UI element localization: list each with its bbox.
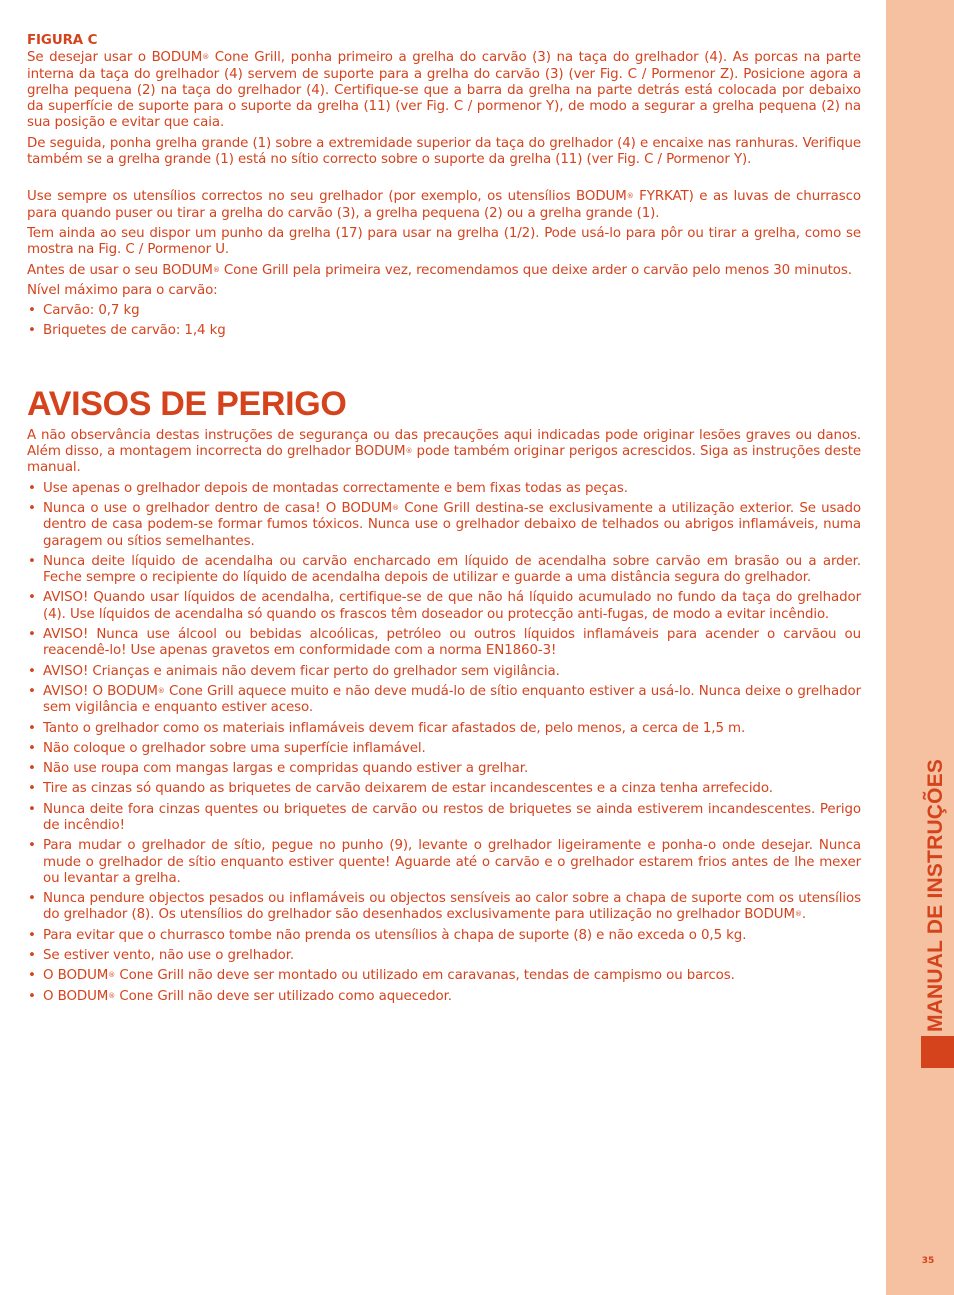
list-item: • Tire as cinzas só quando as briquetes de carvão deixarem de estar incandescentes e a cinza tenha arrefecido. [27,781,861,797]
figure-heading: FIGURA C [27,33,98,48]
list-item: • Briquetes de carvão: 1,4 kg [27,323,861,339]
list-item: • AVISO! Quando usar líquidos de acendalha, certifique-se de que não há líquido acumulado no fundo da taça do grelhador (4). Use líquidos de acendalha só quando os frascos têm doseador ou protecção anti-fugas, de modo a evitar incêndio. [27,590,861,623]
list-item: • Para evitar que o churrasco tombe não prenda os utensílios à chapa de suporte (8) e não exceda o 0,5 kg. [27,928,861,944]
side-tab-marker [921,1036,954,1068]
list-item: • Se estiver vento, não use o grelhador. [27,948,861,964]
registered-mark: ® [108,971,116,980]
registered-mark: ® [157,686,165,695]
registered-mark: ® [212,265,220,274]
list-item: • Nunca pendure objectos pesados ou inflamáveis ou objectos sensíveis ao calor sobre a chapa de suporte com os utensílios do grelhador (8). Os utensílios do grelhador são desenhados exclusivamente para utilização no grelhador BODUM®. [27,891,861,924]
paragraph: Tem ainda ao seu dispor um punho da grelha (17) para usar na grelha (1/2). Pode usá-lo para pôr ou tirar a grelha, como se mostra na Fig. C / Pormenor U. [27,225,861,258]
list-item: • O BODUM® Cone Grill não deve ser montado ou utilizado em caravanas, tendas de campismo ou barcos. [27,968,861,984]
list-item: • Não coloque o grelhador sobre uma superfície inflamável. [27,741,861,757]
list-item: • Carvão: 0,7 kg [27,303,861,319]
section-title: AVISOS DE PERIGO [27,384,347,423]
list-item: • Nunca deite fora cinzas quentes ou briquetes de carvão ou restos de briquetes se ainda estiverem incandescentes. Perigo de incêndio! [27,802,861,835]
list-item: • O BODUM® Cone Grill não deve ser utilizado como aquecedor. [27,989,861,1005]
usage-paragraphs [27,189,861,299]
registered-mark: ® [794,910,802,919]
paragraph: De seguida, ponha grelha grande (1) sobre a extremidade superior da taça do grelhador (4) e encaixe nas ranhuras. Verifique também se a grelha grande (1) está no sítio correcto sobre o suporte da grelha (11) (ver Fig. C / Pormenor Y). [27,135,861,168]
list-item: • Nunca deite líquido de acendalha ou carvão encharcado em líquido de acendalha sobre carvão em brasão ou a arder. Feche sempre o recipiente do líquido de acendalha depois de utilizar e guarde a uma distância segura do grelhador. [27,554,861,587]
list-item: • Tanto o grelhador como os materiais inflamáveis devem ficar afastados de, pelo menos, a cerca de 1,5 m. [27,721,861,737]
side-label: MANUAL DE INSTRUÇÕES [924,758,947,1032]
warning-intro: A não observância destas instruções de segurança ou das precauções aqui indicadas pode originar lesões graves ou danos. Além disso, a montagem incorrecta do grelhador BODUM® pode também originar perigos acrescidos. Siga as instruções deste manual. [27,427,861,476]
registered-mark: ® [392,503,400,512]
registered-mark: ® [202,53,210,62]
warning-intro-container [27,428,861,477]
list-item: • AVISO! Nunca use álcool ou bebidas alcoólicas, petróleo ou outros líquidos inflamáveis para acender o carvãou ou reacendê-lo! Use apenas gravetos em conformidade com a norma EN1860-3! [27,627,861,660]
registered-mark: ® [108,991,116,1000]
list-item: • Nunca o use o grelhador dentro de casa! O BODUM® Cone Grill destina-se exclusivamente a utilização exterior. Se usado dentro de casa podem-se formar fumos tóxicos. Nunca use o grelhador debaixo de telhados ou abrigos inflamáveis, numa garagem ou sítios semelhantes. [27,501,861,550]
registered-mark: ® [626,192,634,201]
side-band [886,0,954,1295]
registered-mark: ® [405,447,413,456]
list-item: • Para mudar o grelhador de sítio, pegue no punho (9), levante o grelhador ligeiramente e ponha-o onde desejar. Nunca mude o grelhador de sítio enquanto estiver quente! Aguarde até o carvão e o grelhador estarem frios antes de lhe mexer ou levantar a grelha. [27,838,861,887]
list-item: • AVISO! Crianças e animais não devem ficar perto do grelhador sem vigilância. [27,664,861,680]
page-number: 35 [921,1256,935,1266]
list-item: • Não use roupa com mangas largas e compridas quando estiver a grelhar. [27,761,861,777]
charcoal-list [27,303,861,340]
paragraph: Nível máximo para o carvão: [27,282,218,298]
page-content [27,33,861,1009]
warning-list [27,481,861,1005]
paragraph: Use sempre os utensílios correctos no seu grelhador (por exemplo, os utensílios BODUM® FYRKAT) e as luvas de churrasco para quando puser ou tirar a grelha do carvão (3), a grelha pequena (2) ou a grelha grande (1). [27,189,861,221]
list-item: • AVISO! O BODUM® Cone Grill aquece muito e não deve mudá-lo de sítio enquanto estiver a usá-lo. Nunca deixe o grelhador sem vigilância e enquanto estiver aceso. [27,684,861,717]
list-item: • Use apenas o grelhador depois de montadas correctamente e bem fixas todas as peças. [27,481,861,497]
paragraph: Antes de usar o seu BODUM® Cone Grill pela primeira vez, recomendamos que deixe arder o carvão pelo menos 30 minutos. [27,262,852,278]
figure-paragraphs [27,50,861,168]
paragraph: Se desejar usar o BODUM® Cone Grill, ponha primeiro a grelha do carvão (3) na taça do grelhador (4). As porcas na parte interna da taça do grelhador (4) servem de suporte para a grelha do carvão (3) (ver Fig. C / Pormenor Z). Posicione agora a grelha pequena (2) na taça do grelhador (4). Certifique-se que a barra da grelha na parte detrás está colocada por debaixo da superfície de suporte para o suporte da grelha (11) (ver Fig. C / pormenor Y), de modo a segurar a grelha pequena (2) na sua posição e evitar que caia. [27,50,861,131]
spacer [27,172,861,189]
